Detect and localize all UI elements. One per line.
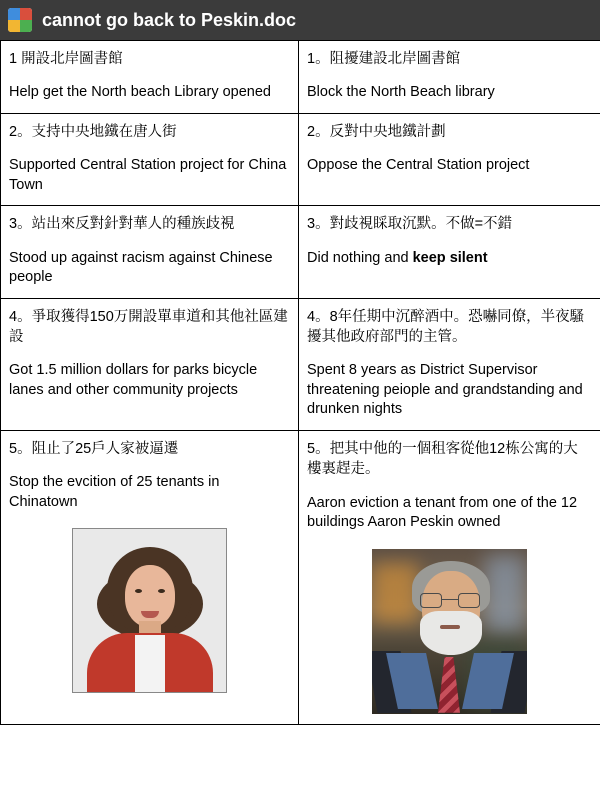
table-row <box>1 206 600 298</box>
window-title: cannot go back to Peskin.doc <box>42 9 297 30</box>
table-cell-left-1 <box>1 41 299 114</box>
table-cell-left-5 <box>1 430 299 724</box>
portrait-woman-red-jacket <box>72 528 227 693</box>
row5-right-chinese: 5。把其中他的一個租客從他12栋公寓的大樓裏趕走。 <box>307 440 578 478</box>
row2-right-english: Oppose the Central Station project <box>307 157 530 174</box>
row5-right-image-wrap <box>307 549 592 714</box>
table-row <box>1 113 600 205</box>
table-row <box>1 430 600 724</box>
table-cell-right-4 <box>299 298 600 430</box>
row2-left-chinese: 2。支持中央地鐵在唐人街 <box>9 123 177 140</box>
row3-left-chinese: 3。站出來反對針對華人的種族歧視 <box>9 216 235 233</box>
portrait-man-beard-blue-shirt <box>372 549 527 714</box>
row2-left-english: Supported Central Station project for China Town <box>9 157 287 193</box>
table-cell-right-3 <box>299 206 600 298</box>
row3-right-english <box>307 249 592 269</box>
comparison-table <box>0 40 600 725</box>
table-cell-right-5 <box>299 430 600 724</box>
table-cell-right-1 <box>299 41 600 114</box>
row1-right-chinese: 1。阻擾建設北岸圖書館 <box>307 51 461 67</box>
table-row <box>1 298 600 430</box>
table-row <box>1 41 600 114</box>
row5-left-image-wrap <box>9 528 290 693</box>
row3-right-english-bold: keep silent <box>412 249 488 266</box>
table-cell-left-2 <box>1 113 299 205</box>
row1-right-english: Block the North Beach library <box>307 84 495 101</box>
row2-right-chinese: 2。反對中央地鐵計劃 <box>307 123 446 140</box>
title-bar <box>0 0 600 40</box>
row3-right-chinese: 3。對歧視睬取沉默。不做=不錯 <box>307 216 513 233</box>
row4-left-chinese: 4。爭取獲得150万開設單車道和其他社區建設 <box>9 308 288 345</box>
row5-right-english: Aaron eviction a tenant from one of the 12 buildings Aaron Peskin owned <box>307 494 578 531</box>
row5-left-chinese: 5。阻止了25戶人家被逼遷 <box>9 440 179 457</box>
row5-left-english: Stop the evcition of 25 tenants in Chinatown <box>9 474 220 510</box>
row1-left-english: Help get the North beach Library opened <box>9 84 271 101</box>
table-cell-right-2 <box>299 113 600 205</box>
document-app-icon <box>8 8 32 32</box>
row4-right-chinese: 4。8年任期中沉醉酒中。恐嚇同僚，半夜騷擾其他政府部門的主管。 <box>307 308 585 345</box>
row4-left-english: Got 1.5 million dollars for parks bicycle lanes and other community projects <box>9 362 258 398</box>
row1-left-chinese: 1 開設北岸圖書館 <box>9 51 123 67</box>
table-cell-left-3 <box>1 206 299 298</box>
row3-right-english-normal: Did nothing and <box>307 249 413 266</box>
document-page <box>0 40 600 785</box>
row4-right-english: Spent 8 years as District Supervisor threatening peiople and grandstanding and drunken nights <box>307 362 583 418</box>
table-cell-left-4 <box>1 298 299 430</box>
row3-left-english: Stood up against racism against Chinese people <box>9 249 273 286</box>
